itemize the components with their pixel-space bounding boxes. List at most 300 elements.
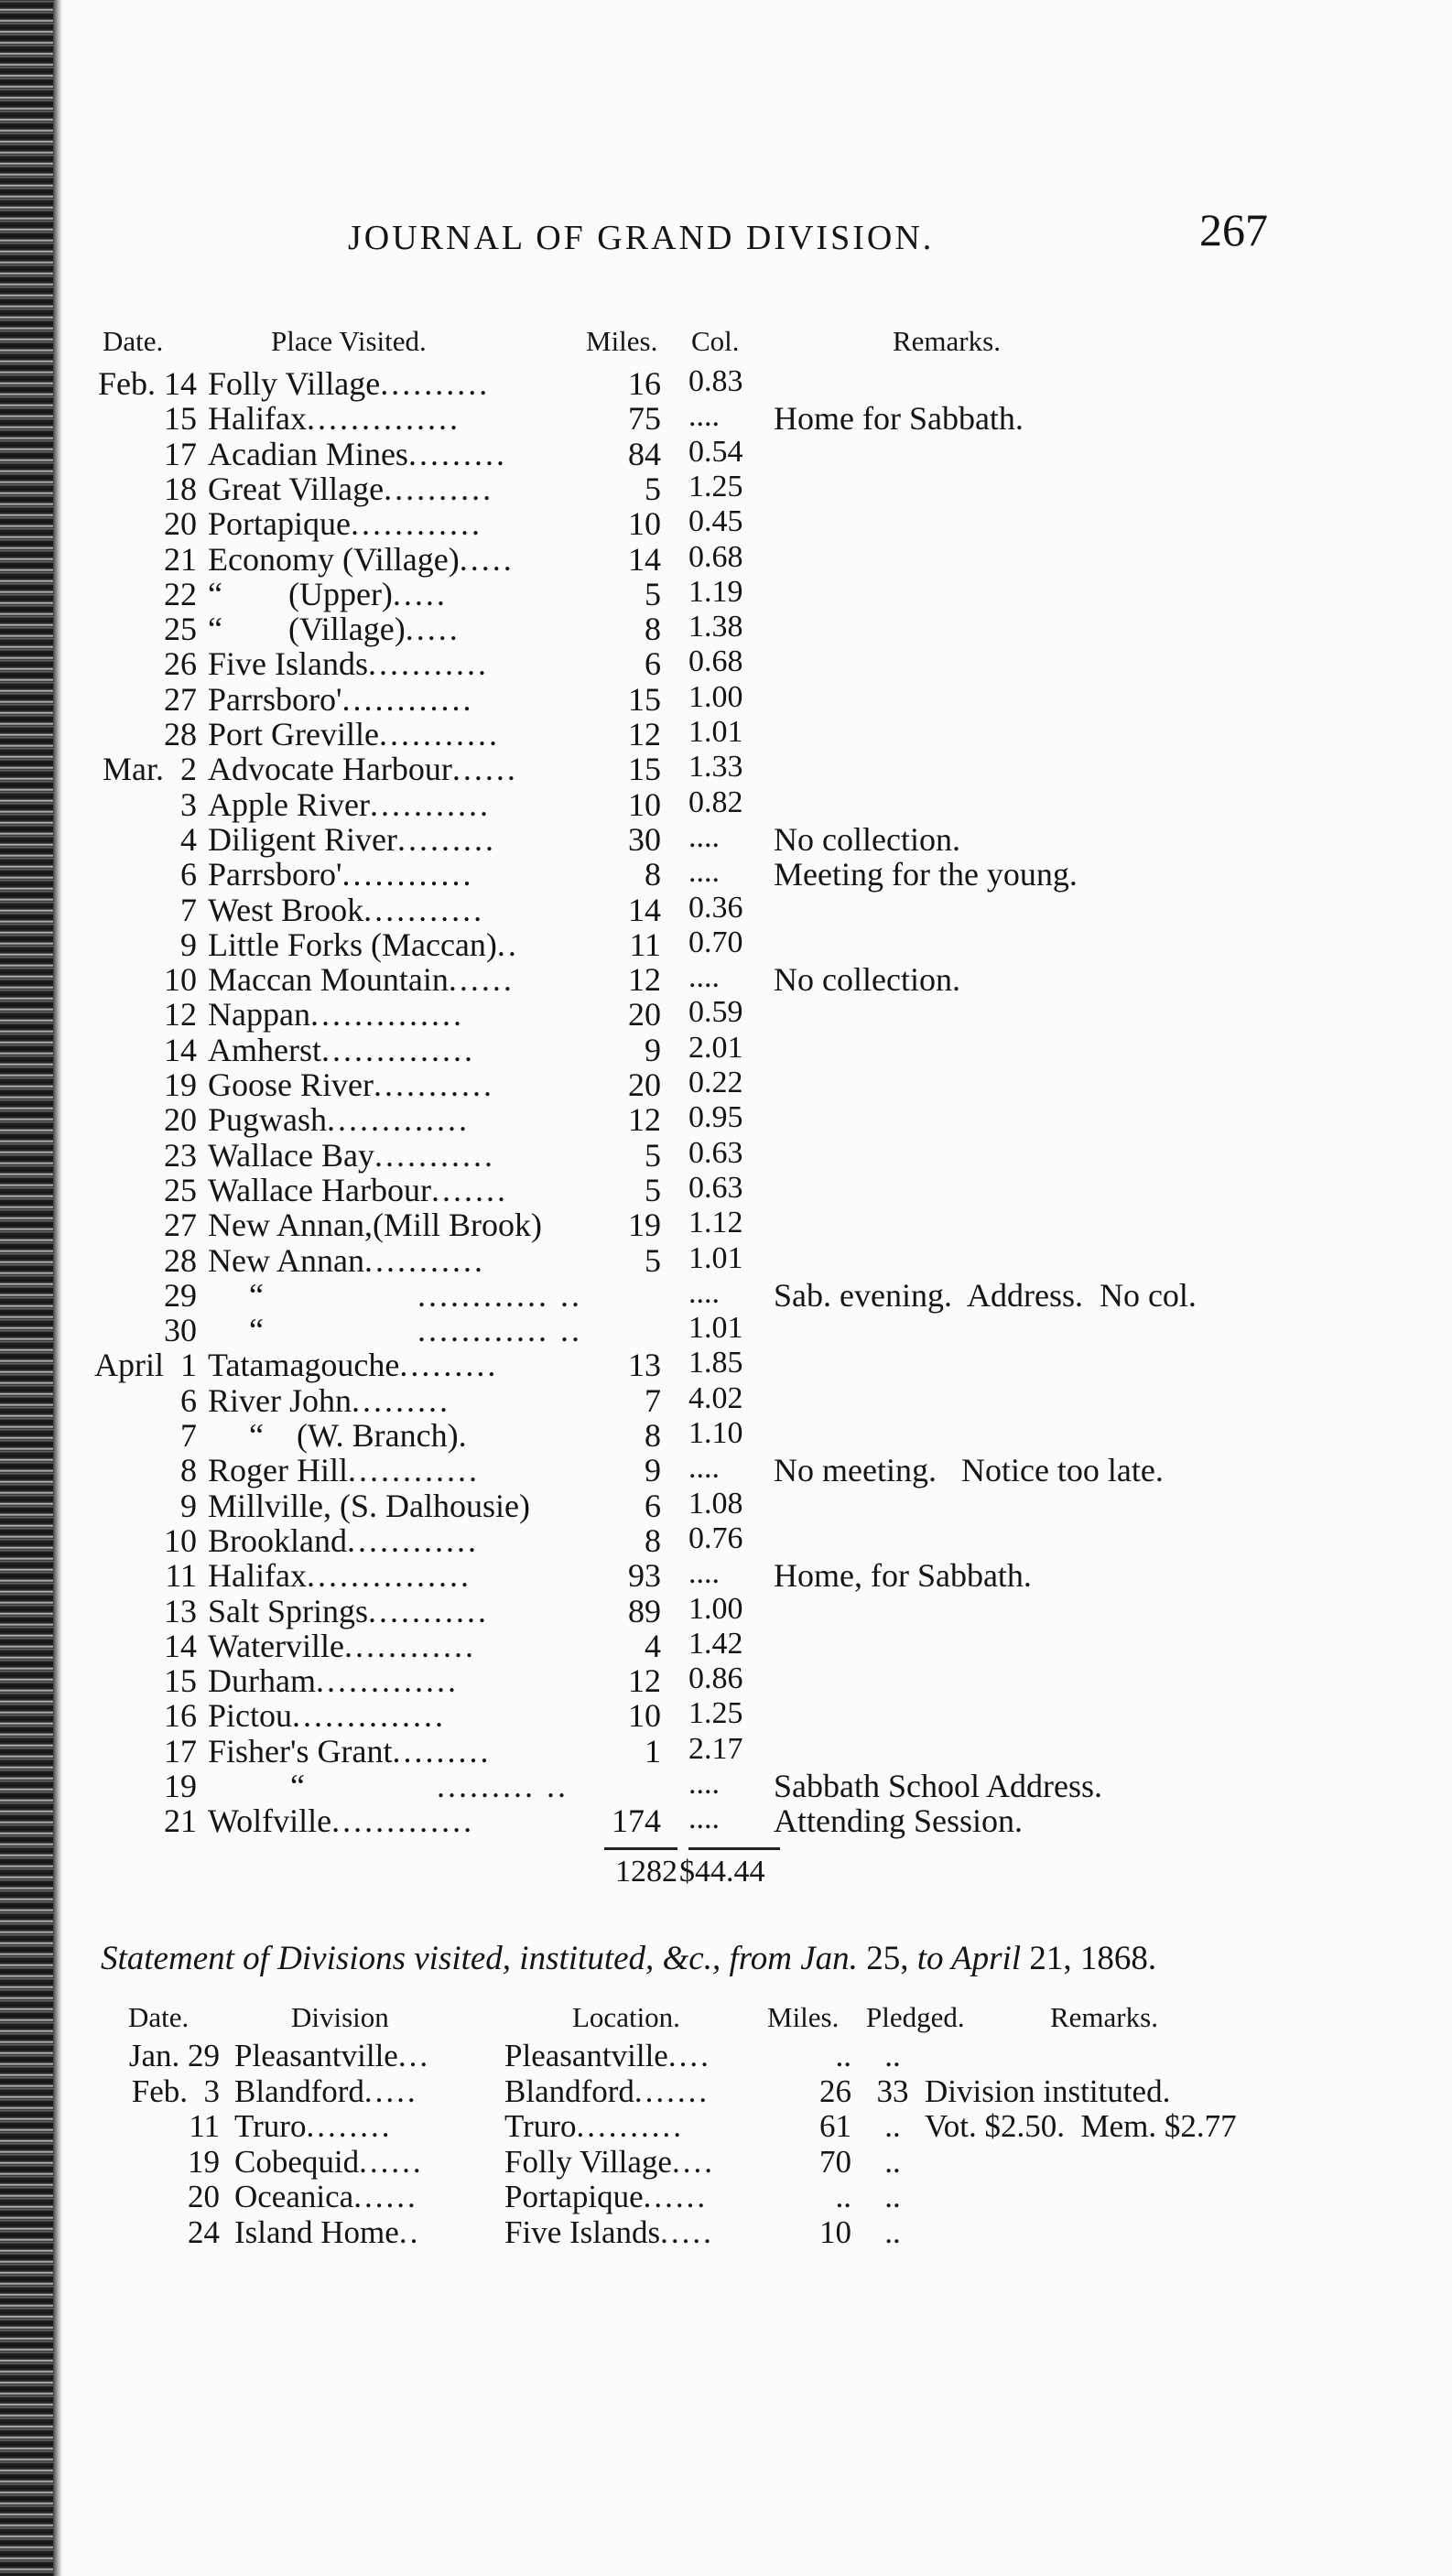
journal-row <box>0 891 1452 927</box>
row-collection: 1.00 <box>688 1591 743 1626</box>
row-place-name: Halifax <box>208 400 307 438</box>
row-place-leader: ............. <box>315 1662 459 1700</box>
journal-row <box>0 1416 1452 1453</box>
row-place-leader: ............ <box>350 505 482 543</box>
row-date: April 1 <box>94 1347 197 1384</box>
row-miles: 9 <box>645 1452 661 1489</box>
statement-row <box>0 2073 1452 2110</box>
row-miles: 6 <box>645 645 661 683</box>
stmt-row-date: 20 <box>188 2179 220 2214</box>
journal-row <box>0 1696 1452 1733</box>
row-collection: 0.36 <box>688 890 743 925</box>
stmt-header-location: Location. <box>572 2001 680 2033</box>
journal-row <box>0 1206 1452 1242</box>
row-place-leader: .......... <box>380 365 491 402</box>
row-miles: 15 <box>628 680 661 718</box>
row-place-leader: ........... <box>368 1592 490 1629</box>
stmt-row-division-leader: ........ <box>306 2108 393 2144</box>
stmt-header-date: Date. <box>128 2001 190 2033</box>
row-date: 27 <box>164 1207 197 1244</box>
journal-row <box>0 1171 1452 1207</box>
row-miles: 8 <box>645 1417 661 1454</box>
journal-row <box>0 504 1452 541</box>
row-place <box>208 504 609 543</box>
stmt-row-division <box>234 2179 500 2215</box>
row-collection: 1.25 <box>688 469 743 503</box>
stmt-header-miles: Miles. <box>767 2001 840 2033</box>
row-miles: 6 <box>645 1487 661 1524</box>
stmt-row-division-leader: ..... <box>363 2073 418 2109</box>
row-date: 7 <box>180 891 197 928</box>
header-place: Place Visited. <box>271 325 427 357</box>
row-collection: 0.95 <box>688 1100 743 1135</box>
row-collection: 0.82 <box>688 785 743 819</box>
row-place-name: Little Forks (Maccan) <box>208 925 497 963</box>
stmt-row-location-name: Blandford <box>504 2073 634 2109</box>
row-place <box>208 644 609 683</box>
stmt-row-pledged: 33 <box>876 2073 909 2109</box>
stmt-row-location <box>504 2214 804 2251</box>
journal-row <box>0 1241 1452 1278</box>
row-place-name: Salt Springs <box>208 1592 369 1629</box>
journal-row <box>0 1451 1452 1488</box>
stmt-row-division <box>234 2108 500 2145</box>
journal-row <box>0 750 1452 786</box>
row-place-name: Halifax <box>208 1557 307 1595</box>
journal-row <box>0 995 1452 1032</box>
row-place <box>208 925 609 964</box>
row-collection: 0.76 <box>688 1521 743 1555</box>
row-miles: 84 <box>628 435 661 472</box>
statement-row <box>0 2179 1452 2215</box>
row-date: 7 <box>180 1417 197 1454</box>
stmt-row-pledged: .. <box>884 2108 901 2144</box>
stmt-row-location-leader: .......... <box>576 2108 684 2144</box>
row-date: 20 <box>164 505 197 543</box>
header-miles: Miles. <box>586 325 658 357</box>
stmt-row-division-name: Cobequid <box>234 2143 360 2180</box>
statement-row <box>0 2214 1452 2251</box>
stmt-row-location-leader: ...... <box>643 2179 709 2214</box>
row-place-leader: ............ <box>346 1521 479 1559</box>
row-place <box>208 1136 609 1174</box>
row-remarks: Sab. evening. Address. No col. <box>774 1276 1197 1314</box>
row-date: Feb. 14 <box>98 365 197 402</box>
row-place-leader: .............. <box>320 1031 475 1068</box>
stmt-row-division <box>234 2214 500 2251</box>
row-collection: 0.63 <box>688 1170 743 1205</box>
journal-row <box>0 1487 1452 1523</box>
row-place-leader: ............ <box>341 856 474 893</box>
row-collection: 2.01 <box>688 1030 743 1065</box>
row-date: 15 <box>164 400 197 438</box>
row-date: 14 <box>164 1627 197 1664</box>
stmt-row-location-leader: .... <box>667 2038 711 2073</box>
row-miles: 174 <box>612 1802 661 1840</box>
row-date: 17 <box>164 1732 197 1770</box>
row-miles: 93 <box>628 1557 661 1595</box>
stmt-row-division-name: Pleasantville <box>234 2038 398 2073</box>
row-miles: 30 <box>628 820 661 858</box>
stmt-row-division <box>234 2038 500 2074</box>
row-collection: 0.59 <box>688 995 743 1030</box>
running-head: JOURNAL OF GRAND DIVISION. <box>348 219 935 257</box>
row-date: 11 <box>165 1557 197 1595</box>
row-collection: 1.42 <box>688 1626 743 1661</box>
journal-row <box>0 1381 1452 1418</box>
row-place-name: Apple River <box>208 785 370 823</box>
row-miles: 14 <box>628 891 661 928</box>
journal-row <box>0 540 1452 577</box>
stmt-row-location <box>504 2038 804 2074</box>
row-place-leader: ......... <box>399 1347 499 1384</box>
stmt-row-pledged: .. <box>884 2143 901 2180</box>
journal-row <box>0 715 1452 752</box>
row-date: 6 <box>180 856 197 893</box>
row-date: 9 <box>180 1487 197 1524</box>
row-place-name: Parrsboro' <box>208 680 342 718</box>
stmt-row-remarks: Division instituted. <box>925 2073 1171 2109</box>
row-place-leader: ........... <box>374 1136 496 1174</box>
row-collection: 2.17 <box>688 1731 743 1766</box>
row-date: 10 <box>164 961 197 999</box>
row-date: 25 <box>164 611 197 648</box>
row-place <box>208 364 609 403</box>
row-date: 25 <box>164 1171 197 1208</box>
row-date: 6 <box>180 1381 197 1419</box>
row-collection: 1.08 <box>688 1486 743 1521</box>
row-collection: .... <box>688 855 720 890</box>
row-place <box>208 820 609 859</box>
row-place-name: Five Islands <box>208 645 368 683</box>
row-miles: 5 <box>645 575 661 612</box>
row-remarks: No collection. <box>774 961 960 999</box>
row-place-name: Folly Village <box>208 365 381 402</box>
row-place-leader: ............. <box>327 1101 471 1139</box>
row-place <box>208 575 609 613</box>
row-place <box>208 1416 609 1455</box>
row-place-name: Tatamagouche <box>208 1347 400 1384</box>
row-place-name: “ (Upper) <box>208 575 393 612</box>
row-collection: 1.01 <box>688 1311 743 1346</box>
row-place <box>208 1592 609 1630</box>
row-place-leader: ............... <box>306 1557 471 1595</box>
stmt-row-location-name: Portapique <box>504 2179 644 2214</box>
row-collection: 0.70 <box>688 925 743 959</box>
row-place-name: Roger Hill <box>208 1452 348 1489</box>
row-place-name: “ (W. Branch). <box>208 1417 467 1454</box>
row-remarks: No collection. <box>774 820 960 858</box>
row-place <box>208 610 609 648</box>
row-collection: 4.02 <box>688 1380 743 1415</box>
row-place-name: Goose River <box>208 1066 374 1103</box>
stmt-row-miles: 10 <box>819 2213 851 2250</box>
row-place <box>208 1556 609 1595</box>
journal-row <box>0 1732 1452 1769</box>
row-place-name: Nappan <box>208 996 310 1034</box>
journal-row <box>0 644 1452 681</box>
row-place-leader: ..... <box>392 575 448 612</box>
row-place-name: New Annan <box>208 1241 364 1279</box>
row-place-leader: ............. <box>331 1802 475 1840</box>
statement-title <box>101 1939 1156 1978</box>
row-date: 27 <box>164 680 197 718</box>
stmt-row-location-leader: ..... <box>660 2213 714 2250</box>
row-place <box>208 855 609 893</box>
totals-row <box>0 1855 1452 1891</box>
row-date: 13 <box>164 1592 197 1629</box>
row-place-name: Fisher's Grant <box>208 1732 393 1770</box>
row-place-leader: ......... <box>352 1381 450 1419</box>
row-place-leader: ............ <box>347 1452 480 1489</box>
stmt-row-division-name: Blandford <box>234 2073 364 2109</box>
journal-row <box>0 1100 1452 1137</box>
row-miles: 15 <box>628 751 661 788</box>
row-collection: 0.54 <box>688 434 743 469</box>
row-date: 22 <box>164 575 197 612</box>
row-place-name: Amherst <box>208 1031 321 1068</box>
journal-row <box>0 399 1452 436</box>
row-miles: 10 <box>628 505 661 543</box>
journal-row <box>0 364 1452 401</box>
stmt-row-pledged: .. <box>884 2179 901 2214</box>
journal-row <box>0 610 1452 646</box>
row-miles: 5 <box>645 1171 661 1208</box>
row-place-name: “ <box>208 1276 264 1314</box>
stmt-row-location <box>504 2144 804 2181</box>
row-miles: 8 <box>645 856 661 893</box>
row-date: 20 <box>164 1101 197 1139</box>
journal-row <box>0 1661 1452 1698</box>
row-remarks: Attending Session. <box>774 1802 1024 1840</box>
row-collection: .... <box>688 819 720 854</box>
row-place-name: Maccan Mountain <box>208 961 449 999</box>
statement-title-d: to April <box>916 1940 1022 1977</box>
row-place-leader: ......... <box>396 820 496 858</box>
journal-row <box>0 1276 1452 1313</box>
stmt-row-pledged: .. <box>884 2038 901 2073</box>
stmt-row-division-leader: ...... <box>353 2179 418 2214</box>
stmt-row-location-name: Folly Village <box>504 2143 672 2180</box>
row-miles: 8 <box>645 1521 661 1559</box>
journal-row <box>0 1521 1452 1558</box>
row-place-name: Millville, (S. Dalhousie) <box>208 1487 530 1524</box>
stmt-header-remarks: Remarks. <box>1050 2001 1158 2033</box>
row-place <box>208 715 609 753</box>
row-date: Mar. 2 <box>103 751 197 788</box>
stmt-row-location-name: Pleasantville <box>504 2038 668 2073</box>
stmt-row-location <box>504 2073 804 2110</box>
row-date: 28 <box>164 716 197 752</box>
stmt-row-date: 19 <box>188 2143 220 2180</box>
stmt-row-miles: 26 <box>819 2073 851 2109</box>
stmt-header-division: Division <box>291 2001 389 2033</box>
row-collection: 1.19 <box>688 574 743 609</box>
row-collection: .... <box>688 1275 720 1310</box>
row-place-leader: ......... <box>407 435 507 472</box>
row-date: 12 <box>164 996 197 1034</box>
row-collection: 0.63 <box>688 1135 743 1170</box>
row-place-name: Advocate Harbour <box>208 751 452 788</box>
row-place-leader: ........... <box>369 785 491 823</box>
row-miles: 12 <box>628 1101 661 1139</box>
row-miles: 8 <box>645 611 661 648</box>
header-col: Col. <box>691 325 740 357</box>
row-place <box>208 1381 609 1420</box>
row-place <box>208 470 609 508</box>
row-place-name: Waterville <box>208 1627 345 1664</box>
stmt-row-division <box>234 2144 500 2181</box>
row-place-leader: ............ .. <box>263 1276 582 1314</box>
row-date: 21 <box>164 540 197 578</box>
row-place-leader: ........... <box>363 1241 485 1279</box>
row-place <box>208 1031 609 1069</box>
row-remarks: Meeting for the young. <box>774 856 1078 893</box>
journal-row <box>0 925 1452 962</box>
row-place-leader: .............. <box>306 400 461 438</box>
journal-row <box>0 855 1452 892</box>
row-miles: 89 <box>628 1592 661 1629</box>
header-remarks: Remarks. <box>893 325 1001 357</box>
journal-row <box>0 470 1452 506</box>
row-place-name: Acadian Mines <box>208 435 408 472</box>
row-date: 28 <box>164 1241 197 1279</box>
stmt-row-division-name: Oceanica <box>234 2179 354 2214</box>
stmt-row-date: Jan. 29 <box>128 2038 220 2073</box>
row-date: 8 <box>180 1452 197 1489</box>
row-place <box>208 540 609 579</box>
stmt-row-date: 24 <box>188 2213 220 2250</box>
row-date: 19 <box>164 1768 197 1804</box>
journal-row <box>0 1592 1452 1629</box>
row-place-name: “ <box>208 1312 264 1349</box>
stmt-row-location <box>504 2179 804 2215</box>
row-date: 17 <box>164 435 197 472</box>
row-place-leader: ........... <box>363 891 485 928</box>
row-miles: 12 <box>628 961 661 999</box>
journal-row <box>0 960 1452 997</box>
row-collection: .... <box>688 1556 720 1591</box>
row-miles: 20 <box>628 1066 661 1103</box>
row-place <box>208 785 609 824</box>
row-place-name: Wallace Bay <box>208 1136 375 1174</box>
statement-row <box>0 2038 1452 2074</box>
row-place-leader: ...... <box>448 961 515 999</box>
row-collection: 0.68 <box>688 539 743 574</box>
row-place <box>208 1802 609 1840</box>
journal-row <box>0 1802 1452 1838</box>
row-place-leader: .......... <box>384 470 494 507</box>
row-date: 4 <box>180 820 197 858</box>
stmt-row-division-name: Truro <box>234 2108 307 2144</box>
statement-header-row <box>0 2001 1452 2038</box>
row-place-leader: ......... .. <box>304 1768 569 1804</box>
journal-row <box>0 1556 1452 1593</box>
stmt-row-division-leader: .. <box>398 2213 421 2250</box>
row-place-leader: ...... <box>451 751 518 788</box>
row-collection: 1.33 <box>688 750 743 785</box>
row-place-leader: ......... <box>392 1732 492 1770</box>
row-place-leader: .............. <box>309 996 464 1034</box>
row-collection: 1.25 <box>688 1696 743 1731</box>
stmt-row-location-name: Five Islands <box>504 2213 661 2250</box>
row-date: 16 <box>164 1697 197 1735</box>
row-place <box>208 891 609 929</box>
journal-row <box>0 680 1452 717</box>
row-collection: 1.00 <box>688 679 743 714</box>
row-place-name: Economy (Village) <box>208 540 460 578</box>
col-total-rule <box>688 1847 780 1850</box>
row-collection: 1.01 <box>688 715 743 749</box>
journal-row <box>0 785 1452 822</box>
row-miles: 1 <box>645 1732 661 1770</box>
stmt-row-location-leader: .... <box>671 2143 715 2180</box>
row-remarks: Home for Sabbath. <box>774 400 1024 438</box>
stmt-row-miles: 70 <box>819 2143 851 2180</box>
row-date: 10 <box>164 1521 197 1559</box>
row-place-name: “ (Village) <box>208 611 406 648</box>
row-miles: 20 <box>628 996 661 1034</box>
row-date: 29 <box>164 1276 197 1314</box>
row-place-name: Wolfville <box>208 1802 332 1840</box>
stmt-header-pledged: Pledged. <box>866 2001 965 2033</box>
journal-header-row <box>0 325 1452 362</box>
row-place-name: Port Greville <box>208 716 379 752</box>
row-miles: 11 <box>629 925 661 963</box>
stmt-row-miles: 61 <box>819 2108 851 2144</box>
row-date: 9 <box>180 925 197 963</box>
row-miles: 9 <box>645 1031 661 1068</box>
row-collection: .... <box>688 1451 720 1486</box>
stmt-row-pledged: .. <box>884 2213 901 2250</box>
row-place <box>208 1661 609 1700</box>
row-place <box>208 1276 609 1315</box>
row-place-leader: ........... <box>368 645 489 683</box>
row-place <box>208 1451 609 1489</box>
row-place <box>208 1627 609 1665</box>
row-place-name: New Annan,(Mill Brook) <box>208 1207 542 1244</box>
row-remarks: Sabbath School Address. <box>774 1768 1102 1804</box>
row-miles: 5 <box>645 1241 661 1279</box>
row-remarks: No meeting. Notice too late. <box>774 1452 1164 1489</box>
row-place-leader: .. <box>496 925 519 963</box>
row-remarks: Home, for Sabbath. <box>774 1557 1032 1595</box>
row-place-leader: ............ <box>341 680 474 718</box>
row-place-leader: ....... <box>430 1171 508 1208</box>
journal-row <box>0 1066 1452 1102</box>
row-date: 3 <box>180 785 197 823</box>
row-miles: 10 <box>628 785 661 823</box>
row-miles: 75 <box>628 400 661 438</box>
row-place-leader: ............ .. <box>263 1312 582 1349</box>
total-col: $44.44 <box>679 1855 765 1889</box>
row-date: 18 <box>164 470 197 507</box>
row-place <box>208 1100 609 1139</box>
row-date: 19 <box>164 1066 197 1103</box>
journal-row <box>0 820 1452 857</box>
total-miles: 1282 <box>615 1855 677 1889</box>
row-collection: .... <box>688 399 720 434</box>
row-date: 26 <box>164 645 197 683</box>
row-place-name: Durham <box>208 1662 316 1700</box>
row-collection: 1.85 <box>688 1346 743 1380</box>
row-collection: 1.12 <box>688 1206 743 1240</box>
stmt-row-division <box>234 2073 500 2110</box>
journal-row <box>0 1136 1452 1173</box>
row-place-name: Pugwash <box>208 1101 328 1139</box>
row-date: 23 <box>164 1136 197 1174</box>
stmt-row-date: 11 <box>189 2108 220 2144</box>
